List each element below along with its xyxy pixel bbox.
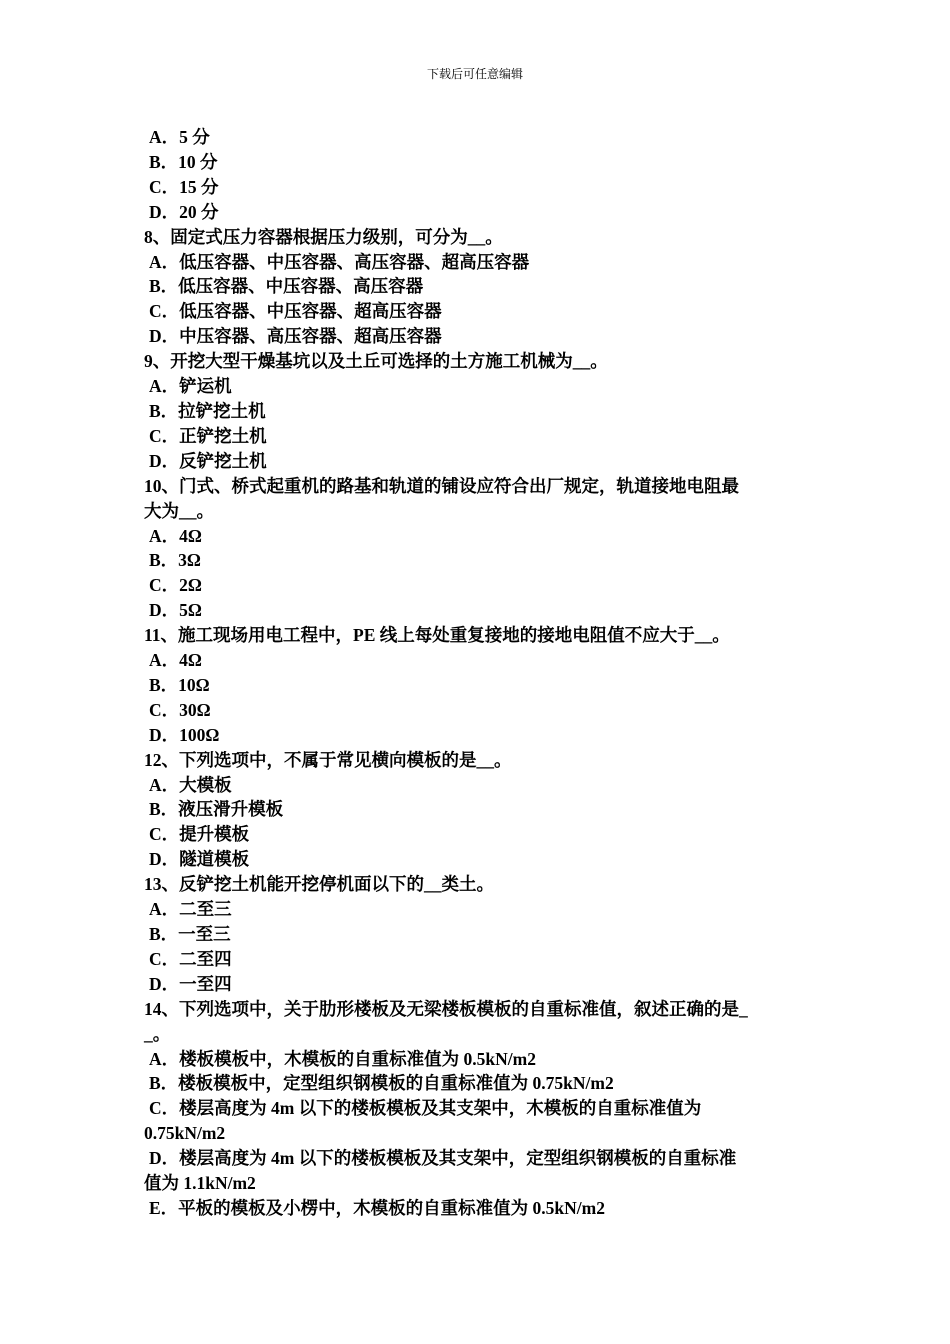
option-line: E．平板的模板及小楞中，木模板的自重标准值为 0.5kN/m2: [149, 1197, 605, 1218]
option-line: D．中压容器、高压容器、超高压容器: [149, 326, 442, 347]
question-line: 10、门式、桥式起重机的路基和轨道的铺设应符合出厂规定，轨道接地电阻最: [144, 475, 739, 496]
option-line: A．5 分: [149, 127, 210, 147]
option-line: C．正铲挖土机: [149, 425, 267, 446]
option-line: C．30Ω: [149, 699, 211, 720]
option-line: D．隧道模板: [149, 849, 250, 870]
option-line: B．低压容器、中压容器、高压容器: [149, 276, 424, 297]
option-line: B．一至三: [149, 924, 231, 944]
question-line: 8、固定式压力容器根据压力级别，可分为__。: [144, 226, 503, 247]
question-line: 13、反铲挖土机能开挖停机面以下的__类土。: [144, 874, 494, 895]
question-line: 9、开挖大型干燥基坑以及土丘可选择的土方施工机械为__。: [144, 351, 608, 372]
option-line: C．15 分: [149, 176, 219, 197]
option-line: A．大模板: [149, 774, 232, 795]
question-line: 0.75kN/m2: [144, 1123, 226, 1144]
option-line: D．5Ω: [149, 600, 202, 621]
option-line: B．10 分: [149, 151, 218, 172]
question-line: 12、下列选项中，不属于常见横向模板的是__。: [144, 749, 512, 770]
option-line: A．4Ω: [149, 525, 202, 546]
option-line: A．楼板模板中，木模板的自重标准值为 0.5kN/m2: [149, 1048, 536, 1069]
option-line: C．二至四: [149, 948, 232, 969]
option-line: D．一至四: [149, 973, 232, 994]
option-line: B．拉铲挖土机: [149, 400, 266, 421]
question-line: 大为__。: [144, 500, 214, 521]
question-line: 11、施工现场用电工程中，PE 线上每处重复接地的接地电阻值不应大于__。: [144, 625, 730, 646]
option-line: A．低压容器、中压容器、高压容器、超高压容器: [149, 251, 530, 272]
option-line: C．楼层高度为 4m 以下的楼板模板及其支架中，木模板的自重标准值为: [149, 1098, 702, 1119]
option-line: B．楼板模板中，定型组织钢模板的自重标准值为 0.75kN/m2: [149, 1073, 614, 1094]
option-line: B．3Ω: [149, 550, 201, 571]
option-line: C．低压容器、中压容器、超高压容器: [149, 301, 442, 322]
option-line: D．100Ω: [149, 724, 220, 745]
question-line: 值为 1.1kN/m2: [144, 1173, 256, 1194]
question-line: 14、下列选项中，关于肋形楼板及无梁楼板模板的自重标准值，叙述正确的是_: [144, 998, 748, 1019]
option-line: D．楼层高度为 4m 以下的楼板模板及其支架中，定型组织钢模板的自重标准: [149, 1148, 737, 1169]
option-line: A．铲运机: [149, 376, 232, 397]
option-line: D．反铲挖土机: [149, 450, 267, 471]
option-line: D．20 分: [149, 201, 219, 222]
document-body: [144, 125, 806, 1221]
question-line: _。: [144, 1023, 171, 1044]
page-header: 下载后可任意编辑: [426, 67, 523, 81]
option-line: B．10Ω: [149, 674, 210, 695]
option-line: C．提升模板: [149, 824, 250, 845]
option-line: B．液压滑升模板: [149, 799, 284, 820]
option-line: A．二至三: [149, 899, 232, 920]
option-line: A．4Ω: [149, 650, 202, 671]
option-line: C．2Ω: [149, 575, 202, 596]
